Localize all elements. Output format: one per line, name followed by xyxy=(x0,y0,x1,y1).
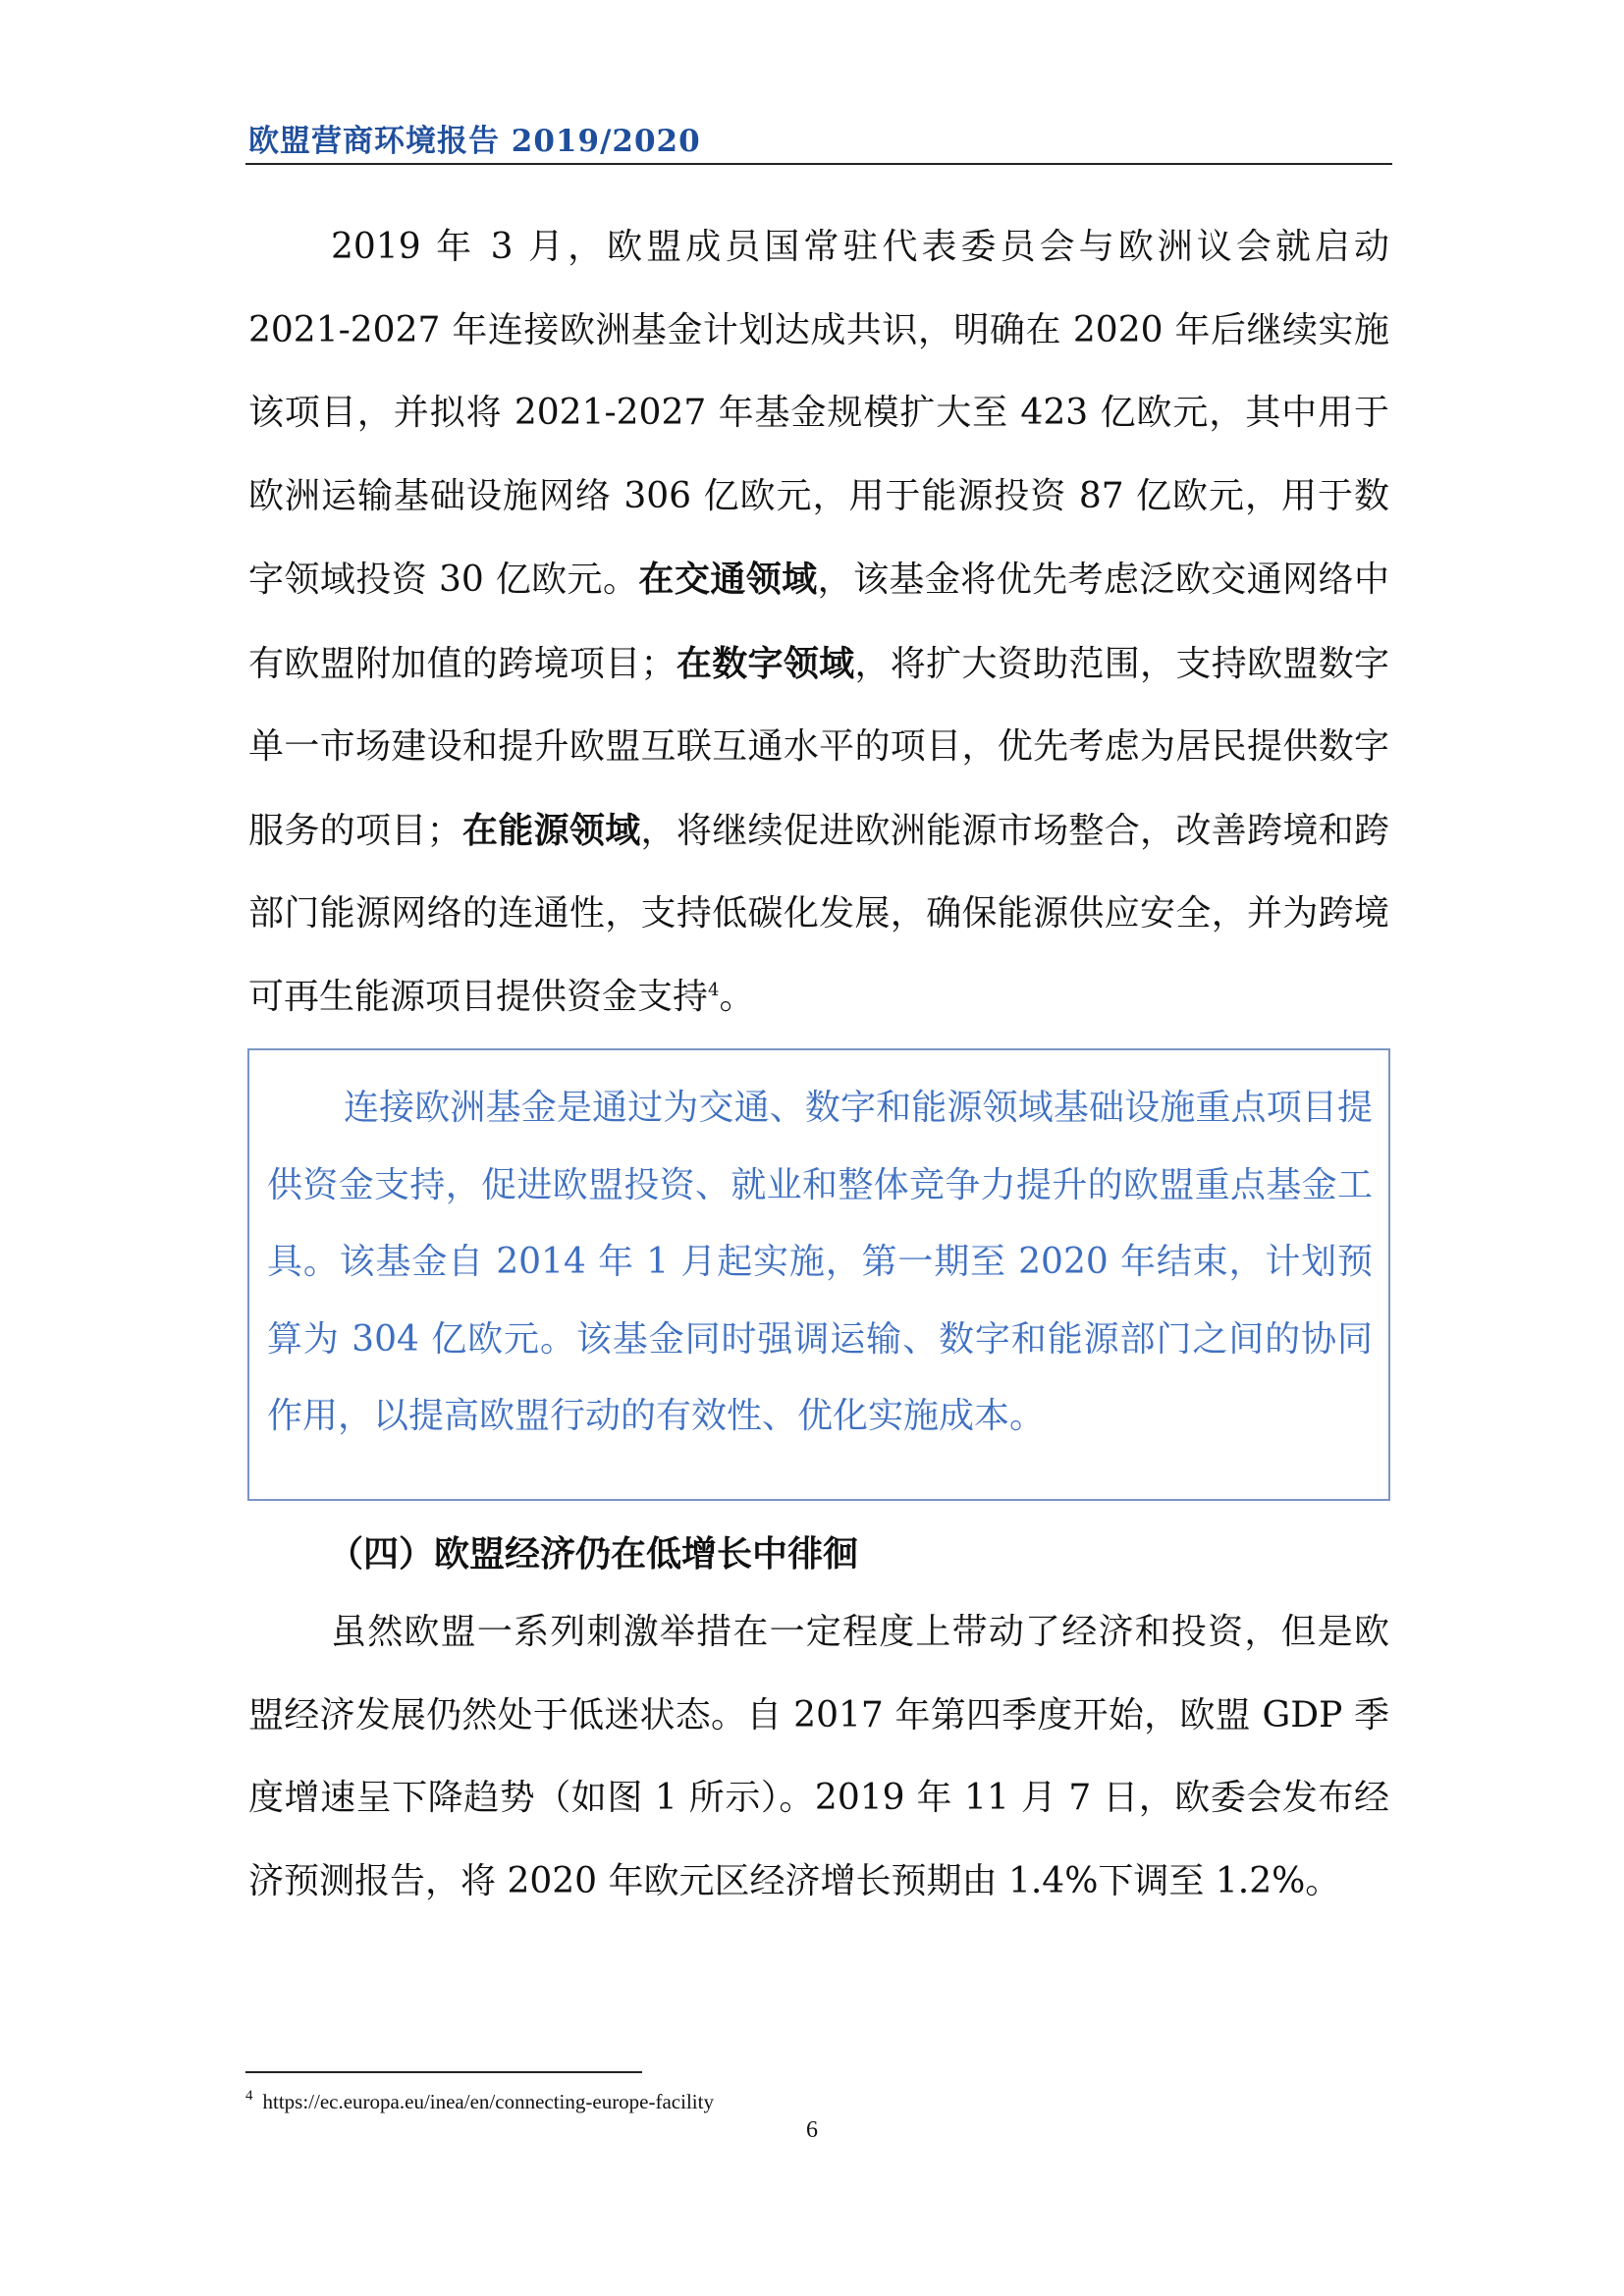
footnote xyxy=(245,2088,714,2114)
paragraph-1-text-d: ，将继续促进欧洲能源市场整合，改善跨境和跨部门能源网络的连通性，支持低碳化发展，确保能源供应安全，并为跨境可再生能源项目提供资金支持 xyxy=(248,810,1389,1017)
paragraph-1-text-e: 。 xyxy=(719,976,755,1017)
info-callout-box xyxy=(247,1048,1390,1501)
header-divider xyxy=(245,163,1392,165)
page-number: 6 xyxy=(806,2117,818,2143)
paragraph-1-text-b: ，该基金将优先考虑泛欧交通网络中有欧盟附加值的跨境项目； xyxy=(248,560,1389,684)
footnote-number: 4 xyxy=(245,2088,253,2104)
bold-digital-field: 在数字领域 xyxy=(676,642,855,684)
footnote-reference[interactable]: 4 xyxy=(708,979,720,1000)
footnote-divider xyxy=(245,2071,642,2073)
paragraph-1-text-a: 2019 年 3 月，欧盟成员国常驻代表委员会与欧洲议会就启动 2021-2027 年连接欧洲基金计划达成共识，明确在 2020 年后继续实施该项目，并拟将 2021-2027 年基金规模扩大至 423 亿欧元，其中用于欧洲运输基础设施网络 306 亿欧元，用于能源投资 87 亿欧元，用于数字领域投资 30 亿欧元。 xyxy=(248,227,1389,600)
section-heading: （四）欧盟经济仍在低增长中徘徊 xyxy=(328,1534,859,1575)
body-paragraph-2: 虽然欧盟一系列刺激举措在一定程度上带动了经济和投资，但是欧盟经济发展仍然处于低迷状态。自 2017 年第四季度开始，欧盟 GDP 季度增速呈下降趋势（如图 1 所示）。2019 年 11 月 7 日，欧委会发布经济预测报告，将 2020 年欧元区经济增长预期由 1.4%下调至 1.2%。 xyxy=(248,1612,1389,1901)
callout-text: 连接欧洲基金是通过为交通、数字和能源领域基础设施重点项目提供资金支持，促进欧盟投资、就业和整体竞争力提升的欧盟重点基金工具。该基金自 2014 年 1 月起实施，第一期至 2020 年结束，计划预算为 304 亿欧元。该基金同时强调运输、数字和能源部门之间的协同作用，以提高欧盟行动的有效性、优化实施成本。 xyxy=(267,1088,1373,1436)
body-paragraph-1 xyxy=(248,206,1389,1039)
running-header-title: 欧盟营商环境报告 2019/2020 xyxy=(248,124,701,159)
bold-energy-field: 在能源领域 xyxy=(461,809,641,851)
paragraph-1-text-c: ，将扩大资助范围，支持欧盟数字单一市场建设和提升欧盟互联互通水平的项目，优先考虑为居民提供数字服务的项目； xyxy=(248,643,1389,851)
footnote-link[interactable]: https://ec.europa.eu/inea/en/connecting-europe-facility xyxy=(262,2090,714,2113)
bold-transport-field: 在交通领域 xyxy=(638,559,818,600)
